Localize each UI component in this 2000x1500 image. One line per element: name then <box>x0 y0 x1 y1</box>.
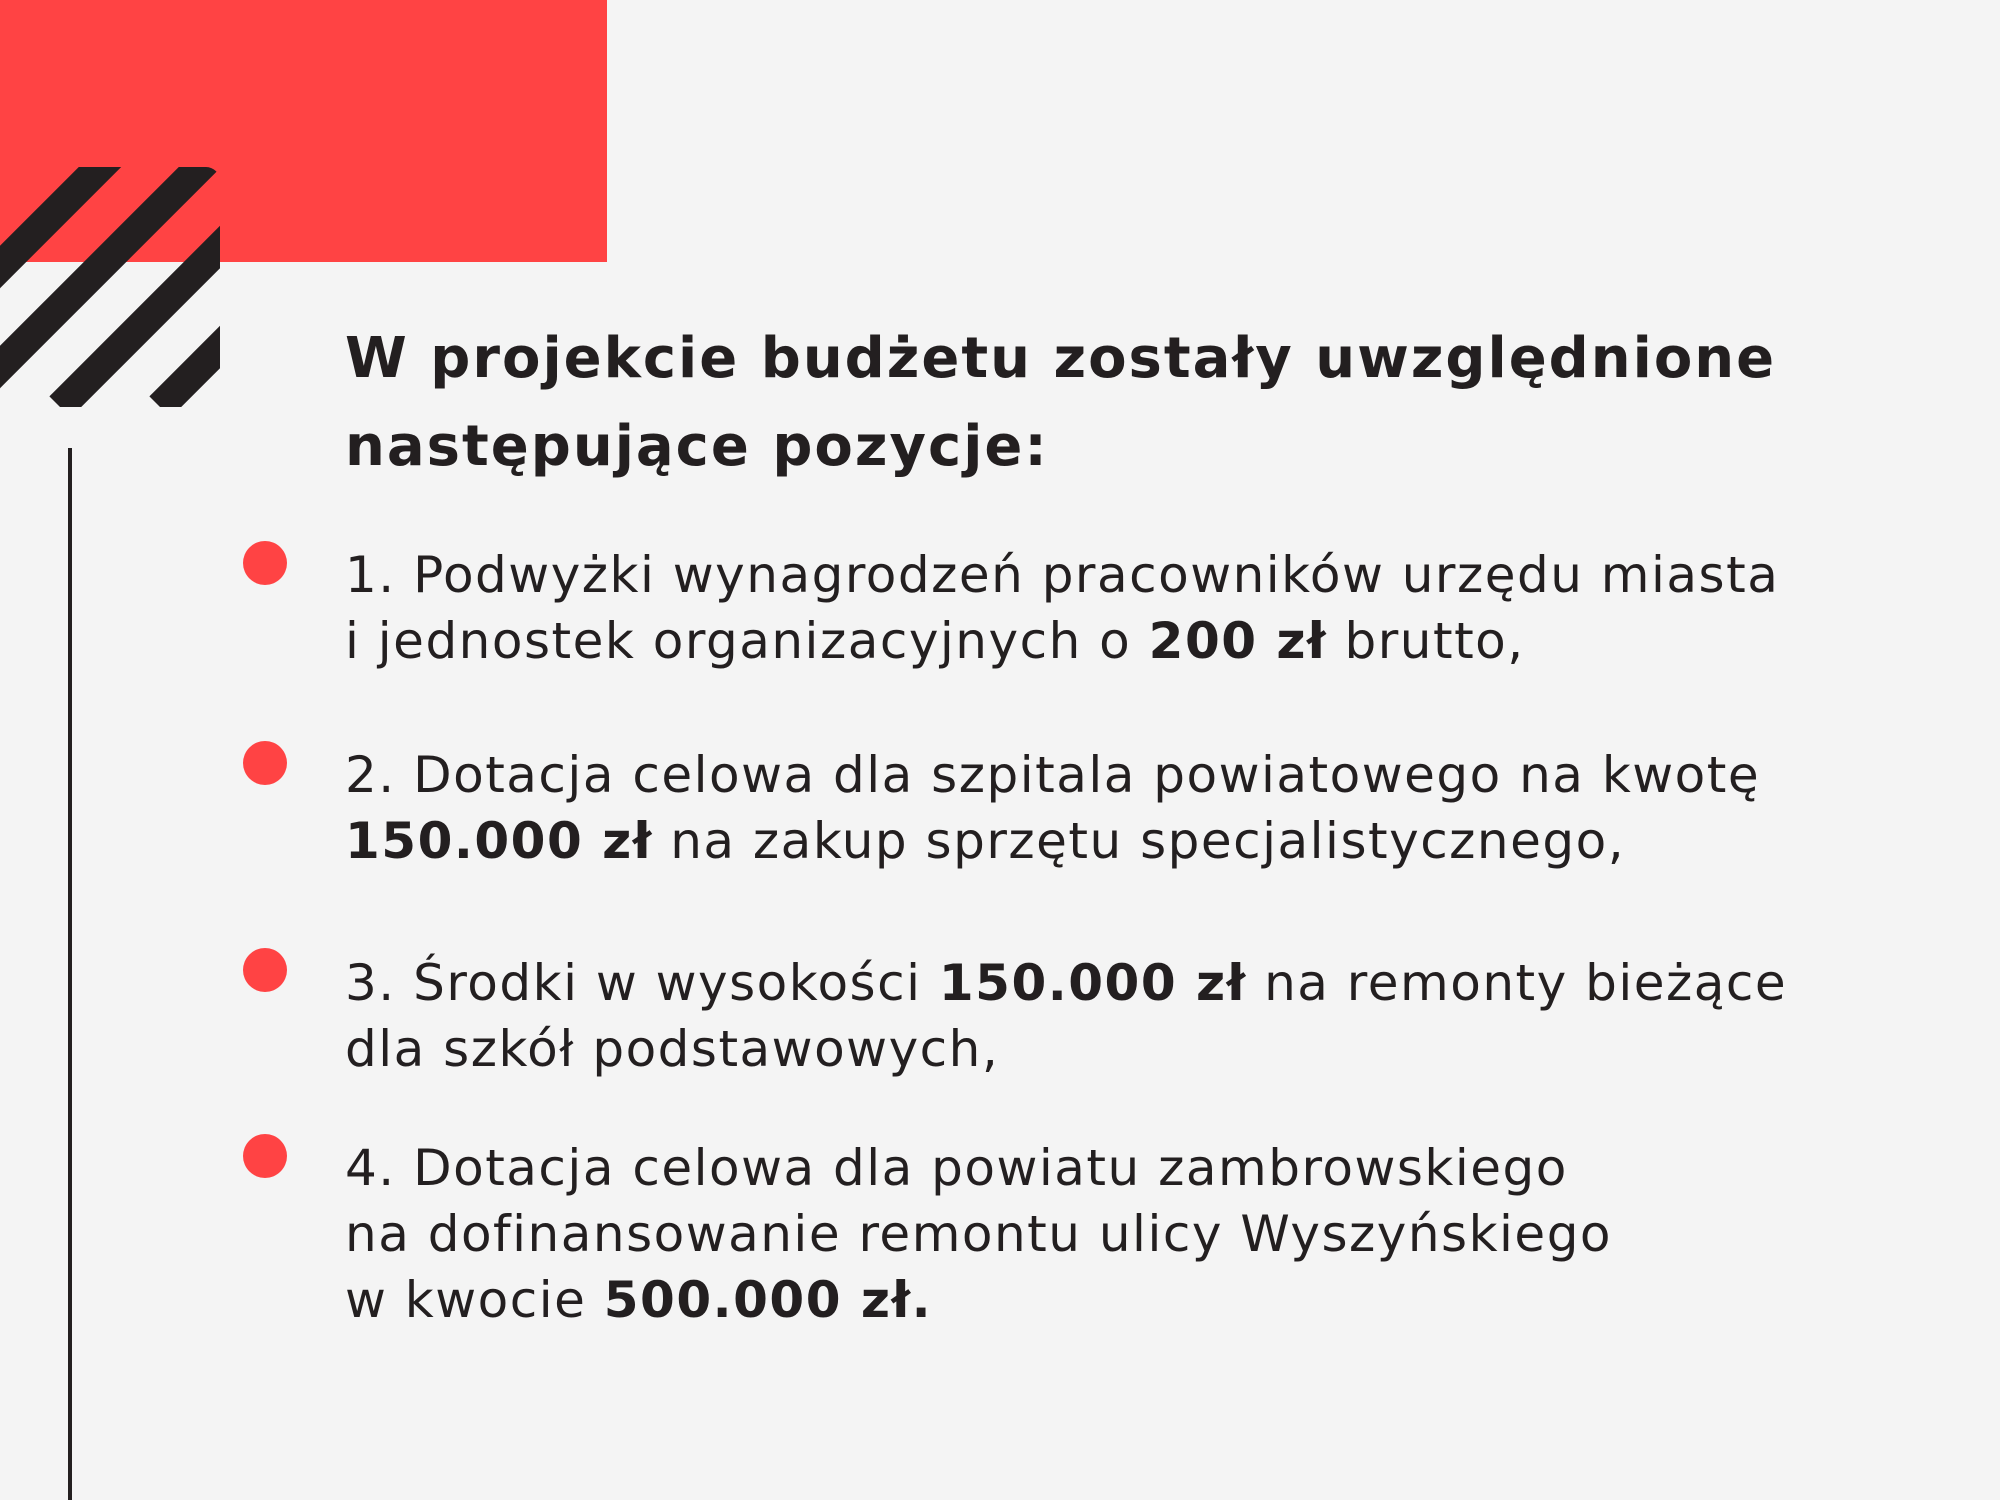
item-1-text-end: brutto, <box>1327 612 1525 670</box>
list-item-4 <box>345 1135 1965 1333</box>
bullet-dot-3 <box>243 948 287 992</box>
list-item-2 <box>345 742 1965 874</box>
item-2-text-end: na zakup sprzętu specjalistycznego, <box>652 812 1626 870</box>
bullet-dot-2 <box>243 741 287 785</box>
item-4-line-3 <box>345 1267 1965 1333</box>
diagonal-stripes-decoration <box>0 167 220 407</box>
page-heading <box>345 315 1945 491</box>
heading-line-1: W projekcie budżetu zostały uwzględnione <box>345 326 1777 391</box>
bullet-dot-4 <box>243 1134 287 1178</box>
item-4-line-1: 4. Dotacja celowa dla powiatu zambrowskiego <box>345 1139 1568 1197</box>
item-1-text: i jednostek organizacyjnych o <box>345 612 1149 670</box>
item-3-text-end: na remonty bieżące <box>1246 954 1788 1012</box>
item-3-line-2: dla szkół podstawowych, <box>345 1020 1000 1078</box>
item-4-text: w kwocie <box>345 1271 604 1329</box>
item-1-line-1: 1. Podwyżki wynagrodzeń pracowników urzędu miasta <box>345 546 1780 604</box>
bullet-dot-1 <box>243 541 287 585</box>
list-item-3 <box>345 950 1965 1082</box>
item-2-line-2 <box>345 808 1965 874</box>
heading-line-2: następujące pozycje: <box>345 414 1049 479</box>
item-4-line-2: na dofinansowanie remontu ulicy Wyszyńskiego <box>345 1205 1613 1263</box>
item-4-amount: 500.000 zł. <box>603 1271 933 1329</box>
item-1-amount: 200 zł <box>1148 612 1328 670</box>
item-1-line-2 <box>345 608 1965 674</box>
item-3-amount: 150.000 zł <box>938 954 1247 1012</box>
item-2-amount: 150.000 zł <box>345 812 653 870</box>
vertical-divider-line <box>68 448 72 1500</box>
item-3-text: 3. Środki w wysokości <box>345 954 939 1012</box>
item-3-line-1 <box>345 950 1965 1016</box>
list-item-1 <box>345 542 1965 674</box>
item-2-line-1: 2. Dotacja celowa dla szpitala powiatowego na kwotę <box>345 746 1761 804</box>
